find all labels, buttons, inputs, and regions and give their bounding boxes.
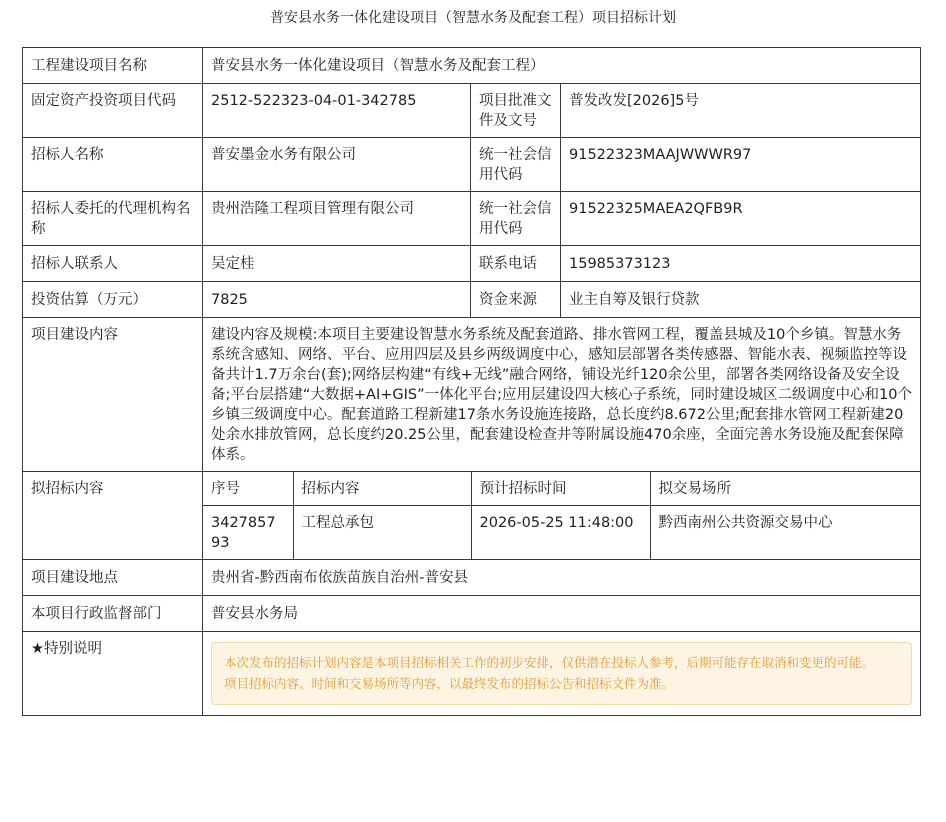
row-agency [23, 192, 921, 246]
plan-seq: 342785793 [203, 506, 293, 560]
agency-name-value: 贵州浩隆工程项目管理有限公司 [203, 192, 471, 246]
contact-label: 招标人联系人 [23, 246, 203, 282]
tenderer-name-label: 招标人名称 [23, 138, 203, 192]
plan-table [203, 472, 921, 559]
project-name-label: 工程建设项目名称 [23, 48, 203, 84]
table-row [203, 506, 921, 560]
plan-header-seq: 序号 [203, 472, 293, 506]
row-project-name [23, 48, 921, 84]
row-location [23, 560, 921, 596]
special-note-1: 本次发布的招标计划内容是本项目招标相关工作的初步安排，仅供潜在投标人参考，后期可能存在取消和变更的可能。 [224, 655, 875, 670]
plan-header-content: 招标内容 [293, 472, 471, 506]
investment-label: 投资估算（万元） [23, 282, 203, 318]
row-supervisor [23, 596, 921, 632]
plan-venue: 黔西南州公共资源交易中心 [650, 506, 921, 560]
row-project-code [23, 84, 921, 138]
tenderer-name-value: 普安墨金水务有限公司 [203, 138, 471, 192]
content-label: 项目建设内容 [23, 318, 203, 472]
project-name-value: 普安县水务一体化建设项目（智慧水务及配套工程） [203, 48, 921, 84]
supervisor-value: 普安县水务局 [203, 596, 921, 632]
special-notice [211, 642, 912, 705]
project-code-label: 固定资产投资项目代码 [23, 84, 203, 138]
plan-header-row [203, 472, 921, 506]
plan-content: 工程总承包 [293, 506, 471, 560]
plan-header-venue: 拟交易场所 [650, 472, 921, 506]
page-title: 普安县水务一体化建设项目（智慧水务及配套工程）项目招标计划 [270, 10, 676, 26]
phone-value: 15985373123 [561, 246, 921, 282]
agency-name-label: 招标人委托的代理机构名称 [23, 192, 203, 246]
special-label: ★特别说明 [23, 632, 203, 716]
location-label: 项目建设地点 [23, 560, 203, 596]
supervisor-label: 本项目行政监督部门 [23, 596, 203, 632]
phone-label: 联系电话 [471, 246, 561, 282]
plan-header-time: 预计招标时间 [471, 472, 650, 506]
location-value: 贵州省-黔西南布依族苗族自治州-普安县 [203, 560, 921, 596]
row-tenderer [23, 138, 921, 192]
investment-value: 7825 [203, 282, 471, 318]
agency-credit-value: 91522325MAEA2QFB9R [561, 192, 921, 246]
plan-label: 拟招标内容 [23, 472, 203, 560]
funding-value: 业主自筹及银行贷款 [561, 282, 921, 318]
funding-label: 资金来源 [471, 282, 561, 318]
row-special [23, 632, 921, 716]
tenderer-credit-label: 统一社会信用代码 [471, 138, 561, 192]
approval-doc-value: 普发改发[2026]5号 [561, 84, 921, 138]
row-plan [23, 472, 921, 560]
special-note-2: 项目招标内容、时间和交易场所等内容，以最终发布的招标公告和招标文件为准。 [224, 676, 675, 691]
row-content [23, 318, 921, 472]
row-investment [23, 282, 921, 318]
plan-time: 2026-05-25 11:48:00 [471, 506, 650, 560]
row-contact [23, 246, 921, 282]
project-info-table [22, 47, 921, 716]
content-value: 建设内容及规模:本项目主要建设智慧水务系统及配套道路、排水管网工程，覆盖县城及10个乡镇。智慧水务系统含感知、网络、平台、应用四层及县乡两级调度中心，感知层部署各类传感器、智能水表、视频监控等设备共计1.7万余台(套);网络层构建“有线+无线”融合网络，铺设光纤120余公里，部署各类网络设备及安全设备;平台层搭建“大数据+AI+GIS”一体化平台;应用层建设四大核心子系统，同时建设城区二级调度中心和10个乡镇三级调度中心。配套道路工程新建17条水务设施连接路，总长度约8.672公里;配套排水管网工程新建20处余水排放管网，总长度约20.25公里，配套建设检查井等附属设施470余座，全面完善水务设施及配套保障体系。 [203, 318, 921, 472]
agency-credit-label: 统一社会信用代码 [471, 192, 561, 246]
contact-value: 吴定桂 [203, 246, 471, 282]
approval-doc-label: 项目批准文件及文号 [471, 84, 561, 138]
project-code-value: 2512-522323-04-01-342785 [203, 84, 471, 138]
tenderer-credit-value: 91522323MAAJWWWR97 [561, 138, 921, 192]
